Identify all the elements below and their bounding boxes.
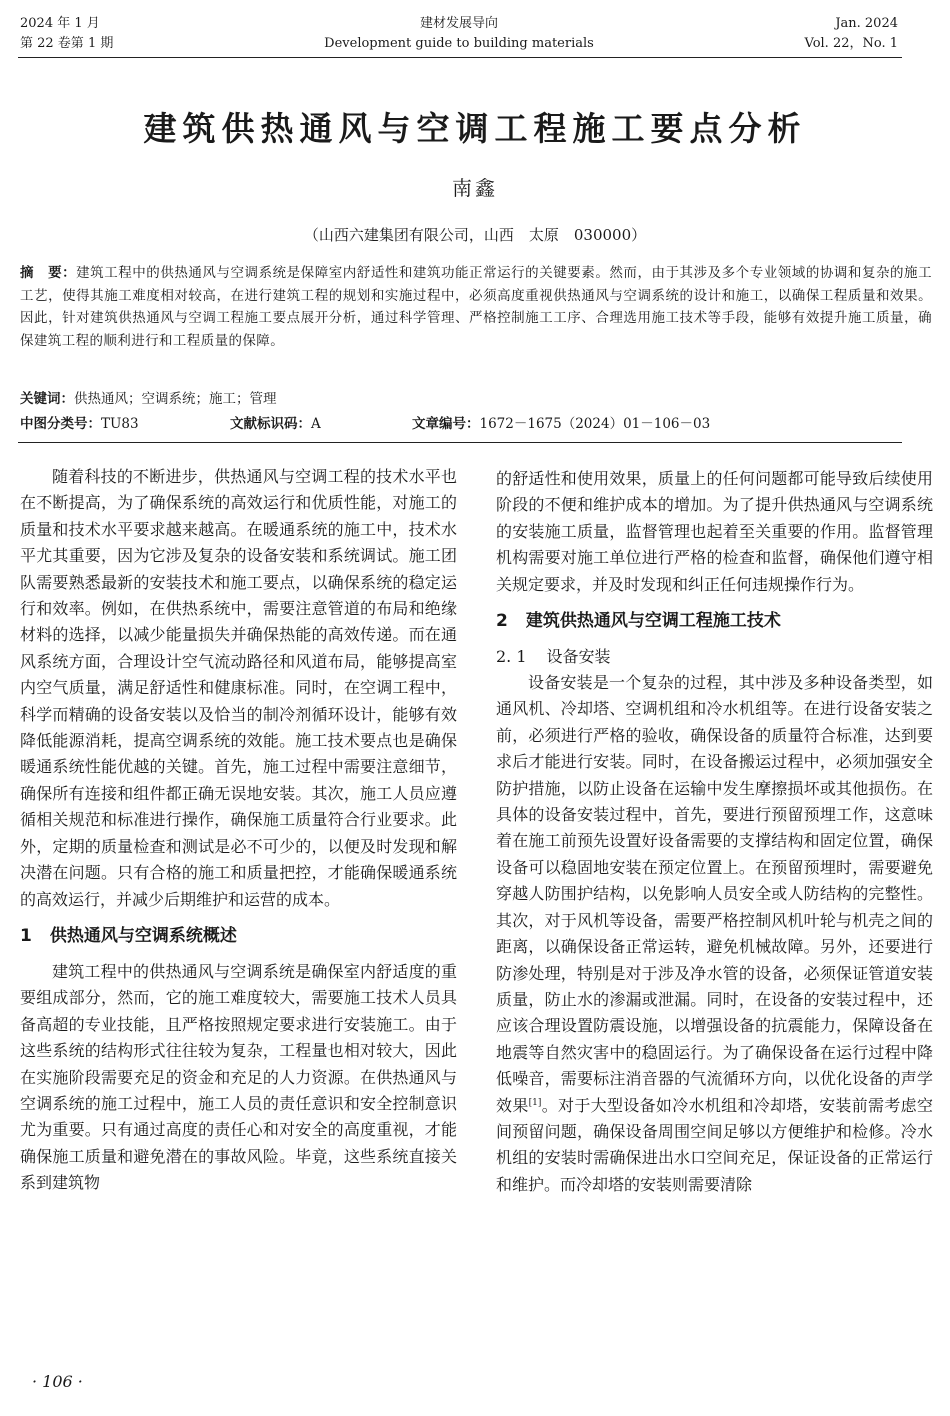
author-affiliation: （山西六建集团有限公司，山西 太原 030000） <box>303 226 647 244</box>
section-2-number: 2 <box>496 611 508 632</box>
abstract-text: 建筑工程中的供热通风与空调系统是保障室内舒适性和建筑功能正常运行的关键要素。然而，由于其涉及多个专业领域的协调和复杂的施工工艺，使得其施工难度相对较高，在进行建筑工程的规划和实施过程中，必须高度重视供热通风与空调系统的设计和施工，以确保工程质量和效果。因此，针对建筑供热通风与空调工程施工要点展开分析，通过科学管理、严格控制施工工序、合理选用施工技术等手段，能够有效提升施工质量，确保建筑工程的顺利进行和工程质量的保障。 <box>20 265 932 349</box>
keywords-text: 供热通风；空调系统；施工；管理 <box>74 391 277 407</box>
abstract-rule <box>18 442 902 443</box>
article-number-value: 1672－1675（2024）01－106－03 <box>479 416 711 432</box>
keywords-label: 关键词： <box>20 391 74 407</box>
author-name: 南鑫 <box>452 176 498 200</box>
keywords <box>20 389 932 409</box>
article-number-label: 文章编号： <box>412 416 480 432</box>
subsection-2-1-text-b: 。对于大型设备如冷水机组和冷却塔，安装前需考虑空间预留问题，确保设备周围空间足够以方便维护和检修。冷水机组的安装时需确保进出水口空间充足，保证设备的正常运行和维护。而冷却塔的安装则需要清除 <box>496 1095 933 1194</box>
subsection-2-1-heading <box>496 644 933 670</box>
subsection-2-1-number: 2. 1 <box>496 647 527 667</box>
journal-date-issue-en <box>805 14 899 54</box>
section-2-title: 建筑供热通风与空调工程施工技术 <box>525 611 781 632</box>
article-title: 建筑供热通风与空调工程施工要点分析 <box>143 109 807 148</box>
abstract-label: 摘 要： <box>20 265 77 281</box>
header-volume-cn: 第 22 卷第 1 期 <box>20 36 114 51</box>
section-2-heading <box>496 608 933 634</box>
continued-paragraph: 的舒适性和使用效果，质量上的任何问题都可能导致后续使用阶段的不便和维护成本的增加。为了提升供热通风与空调系统的安装施工质量，监督管理也起着至关重要的作用。监督管理机构需要对施工单位进行严格的检查和监督，确保他们遵守相关规定要求，并及时发现和纠正任何违规操作行为。 <box>496 469 933 594</box>
section-1-heading <box>20 923 457 949</box>
section-1-number: 1 <box>20 925 32 946</box>
right-column <box>496 466 933 1198</box>
doc-code-label: 文献标识码： <box>230 416 311 432</box>
header-volume-en: Vol. 22，No. 1 <box>804 36 898 51</box>
header-journal-en: Development guide to building materials <box>324 36 594 51</box>
intro-paragraph: 随着科技的不断进步，供热通风与空调工程的技术水平也在不断提高，为了确保系统的高效运行和优质性能，对施工的质量和技术水平要求越来越高。在暖通系统的施工中，技术水平尤其重要，因为它涉及复杂的设备安装和系统调试。施工团队需要熟悉最新的安装技术和施工要点，以确保系统的稳定运行和效率。例如，在供热系统中，需要注意管道的布局和绝缘材料的选择，以减少能量损失并确保热能的高效传递。而在通风系统方面，合理设计空气流动路径和风道布局，能够提高室内空气质量，满足舒适性和健康标准。同时，在空调工程中，科学而精确的设备安装以及恰当的制冷剂循环设计，能够有效降低能源消耗，提高空调系统的效能。施工技术要点也是确保暖通系统性能优越的关键。首先，施工过程中需要注意细节，确保所有连接和组件都正确无误地安装。其次，施工人员应遵循相关规范和标准进行操作，确保施工质量符合行业要求。此外，定期的质量检查和测试是必不可少的，以便及时发现和解决潜在问题。只有合格的施工和质量把控，才能确保暖通系统的高效运行，并减少后期维护和运营的成本。 <box>20 467 457 909</box>
subsection-2-1-paragraph <box>496 670 933 1198</box>
left-column <box>20 464 457 1197</box>
header-date-cn: 2024 年 1 月 <box>20 16 100 31</box>
clc-number <box>20 414 139 434</box>
header-rule <box>18 57 902 58</box>
section-1-paragraph: 建筑工程中的供热通风与空调系统是确保室内舒适度的重要组成部分，然而，它的施工难度较大，需要施工技术人员具备高超的专业技能，且严格按照规定要求进行安装施工。由于这些系统的结构形式往往较为复杂，工程量也相对较大，因此在实施阶段需要充足的资金和充足的人力资源。在供热通风与空调系统的施工过程中，施工人员的责任意识和安全控制意识尤为重要。只有通过高度的责任心和对安全的高度重视，才能确保施工质量和避免潜在的事故风险。毕竟，这些系统直接关系到建筑物 <box>20 961 457 1193</box>
header-journal-cn: 建材发展导向 <box>419 16 498 31</box>
journal-name <box>20 14 898 54</box>
doc-code-value: A <box>311 416 321 432</box>
document-code <box>230 414 321 434</box>
subsection-2-1-text-a: 设备安装是一个复杂的过程，其中涉及多种设备类型，如通风机、冷却塔、空调机组和冷水机组等。在进行设备安装之前，必须进行严格的验收，确保设备的质量符合标准，达到要求后才能进行安装。同时，在设备搬运过程中，必须加强安全防护措施，以防止设备在运输中发生摩擦损坏或其他损伤。在具体的设备安装过程中，首先，要进行预留预埋工作，这意味着在施工前预先设置好设备需要的支撑结构和固定位置，确保设备可以稳固地安装在预定位置上。在预留预埋时，需要避免穿越人防围护结构，以免影响人员安全或人防结构的完整性。其次，对于风机等设备，需要严格控制风机叶轮与机壳之间的距离，以确保设备正常运转，避免机械故障。另外，还要进行防渗处理，特别是对于涉及净水管的设备，必须保证管道安装质量，防止水的渗漏或泄漏。同时，在设备的安装过程中，还应该合理设置防震设施，以增强设备的抗震能力，保障设备在地震等自然灾害中的稳固运行。为了确保设备在运行过程中降低噪音，需要标注消音器的气流循环方向，以优化设备的声学效果 <box>496 673 933 1115</box>
running-header <box>20 14 898 56</box>
page-number: · 106 · <box>32 1372 83 1391</box>
clc-value: TU83 <box>101 416 139 432</box>
section-1-title: 供热通风与空调系统概述 <box>49 925 237 946</box>
subsection-2-1-title: 设备安装 <box>546 647 611 667</box>
clc-label: 中图分类号： <box>20 416 101 432</box>
citation-marker[interactable]: [1] <box>528 1097 542 1108</box>
abstract <box>20 262 932 352</box>
article-number <box>412 414 710 434</box>
header-date-en: Jan. 2024 <box>835 16 898 31</box>
